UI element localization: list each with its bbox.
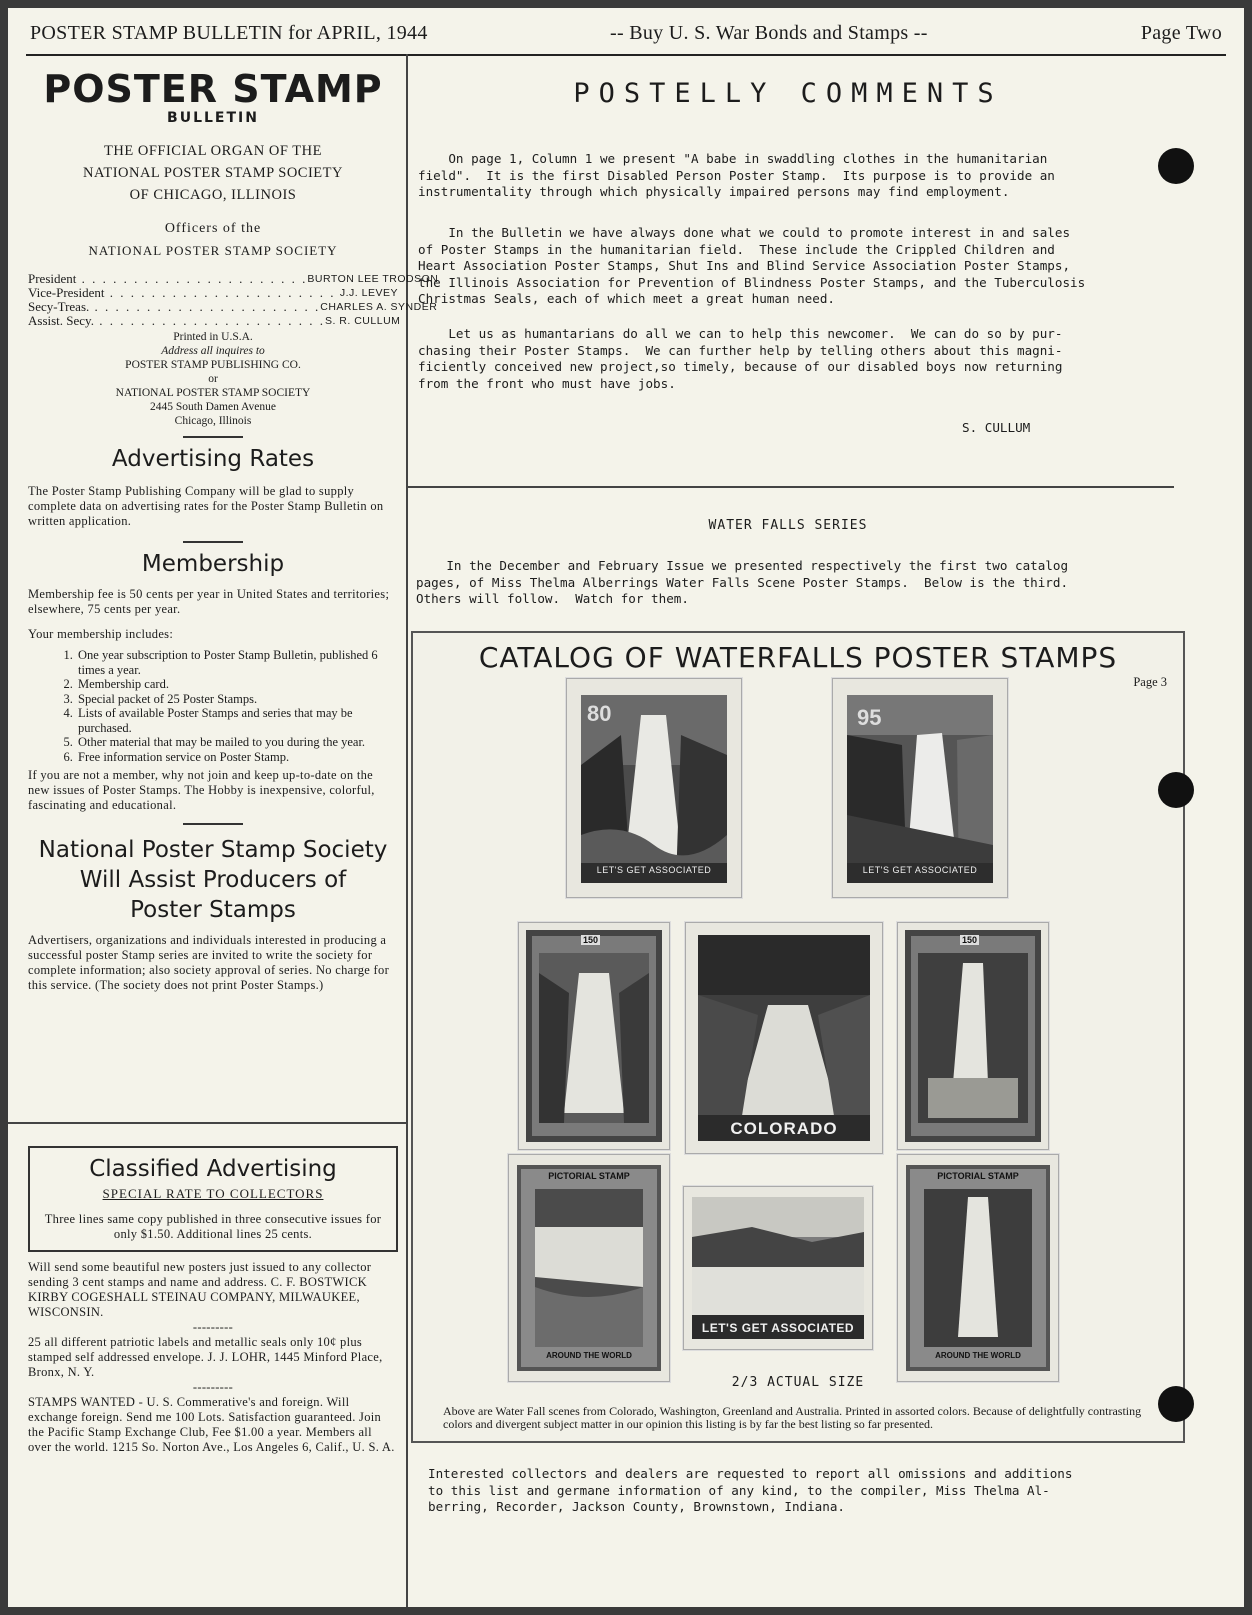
membership-heading: Membership xyxy=(141,551,285,577)
list-item: 3. Special packet of 25 Poster Stamps. xyxy=(76,692,398,707)
stamp-80 xyxy=(566,678,742,898)
officer-row xyxy=(28,313,401,328)
organ-line: OF CHICAGO, ILLINOIS xyxy=(129,187,297,203)
assist-heading-line: National Poster Stamp Society xyxy=(38,837,388,863)
header-page-number: Page Two xyxy=(1140,22,1222,44)
officer-name: BURTON LEE TRODSON xyxy=(307,273,439,285)
left-divider xyxy=(8,1122,406,1124)
masthead-subtitle: BULLETIN xyxy=(167,110,259,126)
officer-title: Assist. Secy. xyxy=(28,313,94,328)
classified-ad: Will send some beautiful new posters just issued to any collector sending 3 cent stamps and name and address. C. F. BOSTWICK KIRBY COGESHALL STEINAU COMPANY, MILWAUKEE, WISCONSIN. xyxy=(28,1260,372,1319)
stamp-banner: PICTORIAL STAMP xyxy=(937,1171,1019,1181)
stamp-denomination: 150 xyxy=(583,935,599,945)
stamp-image xyxy=(908,1167,1048,1369)
assist-heading xyxy=(28,835,398,925)
address-line: 2445 South Damen Avenue xyxy=(150,401,276,413)
dot-leader: . . . . . . . . . . . . . . . . . . . . . . xyxy=(76,271,308,286)
assist-body: Advertisers, organizations and individuals interested in producing a successful poster Stamp series are invited to write the society for complete information; also society approval of series. No charge for this service. (The society does not print Poster Stamps.) xyxy=(28,933,390,992)
page-header xyxy=(30,22,1222,52)
dot-leader: . . . . . . . . . . . . . . . . . . . . . . xyxy=(93,313,325,328)
stamp-image xyxy=(529,933,659,1139)
ad-separator: --------- xyxy=(192,1320,234,1334)
stamp-image xyxy=(519,1167,659,1369)
classified-box xyxy=(28,1146,398,1252)
stamp-banner: LET'S GET ASSOCIATED xyxy=(701,1321,855,1335)
stamp-footer: AROUND THE WORLD xyxy=(546,1351,632,1360)
waterfalls-heading: WATER FALLS SERIES xyxy=(708,518,868,533)
stamp-image xyxy=(908,933,1038,1139)
bulletin-page xyxy=(8,8,1244,1607)
assist-heading-line: Will Assist Producers of xyxy=(79,867,347,893)
catalog-page-number: Page 3 xyxy=(1133,675,1167,689)
officers-list xyxy=(28,271,439,328)
officers-heading-line: Officers of the xyxy=(164,221,262,236)
catalog-caption: Above are Water Fall scenes from Colorado, Washington, Greenland and Australia. Printed in assorted colors. Because of delightfully contrasting colors and divergent subject matter in our opinion this listing is by far the best listing so far presented. xyxy=(443,1404,1142,1431)
membership-fee: Membership fee is 50 cents per year in United States and territories; elsewhere, 75 cents per year. xyxy=(28,587,390,616)
list-item: 2. Membership card. xyxy=(76,677,398,692)
list-item: 4. Lists of available Poster Stamps and series that may be purchased. xyxy=(76,706,398,735)
left-column xyxy=(28,58,439,993)
assist-heading-line: Poster Stamps xyxy=(130,897,296,923)
stamp-pictorial-right xyxy=(897,1154,1059,1382)
official-organ xyxy=(28,140,398,206)
stamp-denomination: 95 xyxy=(857,705,882,730)
postelly-paragraph: On page 1, Column 1 we present "A babe in swaddling clothes in the humanitarian field". It is the first Disabled Person Poster Stamp. Its purpose is to provide an instrumentality through which physically impaired persons may find employment. xyxy=(418,151,1055,199)
officers-heading-line: NATIONAL POSTER STAMP SOCIETY xyxy=(88,243,338,258)
address-line: NATIONAL POSTER STAMP SOCIETY xyxy=(115,387,311,399)
header-rule xyxy=(26,54,1226,56)
stamp-footer: AROUND THE WORLD xyxy=(935,1351,1021,1360)
classified-section xyxy=(28,1136,398,1455)
membership-benefits xyxy=(28,648,398,764)
membership-closing: If you are not a member, why not join and keep up-to-date on the new issues of Poster Stamps. The Hobby is inexpensive, colorful, fascinating and educational. xyxy=(28,768,375,812)
list-item: 1. One year subscription to Poster Stamp Bulletin, published 6 times a year. xyxy=(76,648,398,677)
membership-includes: Your membership includes: xyxy=(28,627,174,641)
waterfalls-intro: In the December and February Issue we presented respectively the first two catalog pages, of Miss Thelma Alberrings Water Falls Scene Poster Stamps. Below is the third. Others will follow. Watch for them. xyxy=(416,558,1069,606)
officer-row xyxy=(28,286,398,300)
dot-leader: . . . . . . . . . . . . . . . . . . . . . . xyxy=(104,285,336,300)
printed-line: Printed in U.S.A. xyxy=(173,331,253,343)
address-block xyxy=(28,330,398,428)
advertising-body: The Poster Stamp Publishing Company will be glad to supply complete data on advertising rates for the Poster Stamp Bulletin on written application. xyxy=(28,484,384,528)
officer-title: Vice-President xyxy=(28,285,105,300)
stamp-pictorial-left xyxy=(508,1154,670,1382)
classified-rate: Three lines same copy published in three consecutive issues for only $1.50. Additional lines 25 cents. xyxy=(44,1212,382,1241)
postelly-heading: POSTELLY COMMENTS xyxy=(573,78,1003,109)
stamp-banner: PICTORIAL STAMP xyxy=(548,1171,630,1181)
punch-hole xyxy=(1158,148,1194,184)
address-line: Address all inquires to xyxy=(161,345,265,357)
officer-name: J.J. LEVEY xyxy=(339,287,398,299)
punch-hole xyxy=(1158,1386,1194,1422)
stamp-colorado xyxy=(685,922,883,1154)
ad-separator: --------- xyxy=(192,1380,234,1394)
column-divider xyxy=(406,54,408,1607)
classified-ad: 25 all different patriotic labels and metallic seals only 10¢ plus stamped self addressed envelope. J. J. LOHR, 1445 Minford Place, Bronx, N. Y. xyxy=(28,1335,383,1379)
classified-ad: STAMPS WANTED - U. S. Commerative's and foreign. Will exchange foreign. Send me 100 Lots. Satisfaction guaranteed. Join the Pacific Stamp Exchange Club, Fee $1.00 a year. Members all over the world. 1215 So. Norton Ave., Los Angeles 6, Calif., U. S. A. xyxy=(28,1395,395,1454)
dot-leader: . . . . . . . . . . . . . . . . . . . . . . xyxy=(89,299,321,314)
postelly-paragraph: In the Bulletin we have always done what we could to promote interest in and sales of Poster Stamps in the humanitarian field. These include the Crippled Children and Heart Association Poster Stamps, Shut Ins and Blind Service Association Poster Stamps, the Illinois Association for Prevention of Blindness Poster Stamps, and the Tuberculosis Christmas Seals, each of which meet a great human need. xyxy=(418,225,1086,306)
classified-subheading: SPECIAL RATE TO COLLECTORS xyxy=(102,1186,324,1201)
classified-heading: Classified Advertising xyxy=(89,1156,337,1182)
section-rule xyxy=(183,541,243,543)
stamp-image xyxy=(698,935,870,1141)
section-rule xyxy=(183,436,243,438)
list-item: 6. Free information service on Poster Stamp. xyxy=(76,750,398,765)
stamp-150-right xyxy=(897,922,1049,1150)
organ-line: THE OFFICIAL ORGAN OF THE xyxy=(104,143,322,159)
address-line: or xyxy=(208,373,218,385)
officer-title: President xyxy=(28,271,77,286)
stamp-banner: LET'S GET ASSOCIATED xyxy=(862,865,978,875)
catalog-title: CATALOG OF WATERFALLS POSTER STAMPS xyxy=(478,641,1118,674)
masthead-title: POSTER STAMP xyxy=(43,67,383,111)
stamp-150-left xyxy=(518,922,670,1150)
size-note: 2/3 ACTUAL SIZE xyxy=(731,1375,865,1390)
stamp-banner: LET'S GET ASSOCIATED xyxy=(596,865,712,875)
officer-name: CHARLES A. SYNDER xyxy=(320,301,438,313)
officers-heading xyxy=(28,218,398,262)
stamp-associated xyxy=(683,1186,873,1350)
address-line: Chicago, Illinois xyxy=(174,415,252,427)
officer-name: S. R. CULLUM xyxy=(324,315,401,327)
officer-row xyxy=(28,299,438,314)
list-item: 5. Other material that may be mailed to you during the year. xyxy=(76,735,398,750)
advertising-heading: Advertising Rates xyxy=(111,446,315,472)
organ-line: NATIONAL POSTER STAMP SOCIETY xyxy=(83,165,343,181)
postelly-paragraph: Let us as humantarians do all we can to help this newcomer. We can do so by pur- chasing their Poster Stamps. We can further help by telling others about this magni- ficiently conceived new project,so timely, because of our disabled boys now returning from the front who must have jobs. xyxy=(418,326,1063,391)
stamp-denomination: 150 xyxy=(962,935,978,945)
section-rule xyxy=(183,823,243,825)
footer-note: Interested collectors and dealers are requested to report all omissions and additions to this list and germane information of any kind, to the compiler, Miss Thelma Al- berring, Recorder, Jackson County, Brownstown, Indiana. xyxy=(428,1466,1073,1514)
stamp-image xyxy=(692,1197,864,1339)
officer-title: Secy-Treas. xyxy=(28,299,90,314)
stamp-banner: COLORADO xyxy=(730,1119,838,1138)
catalog-panel xyxy=(411,631,1185,1443)
header-title: POSTER STAMP BULLETIN for APRIL, 1944 xyxy=(30,22,428,44)
postelly-signature: S. CULLUM xyxy=(962,420,1031,435)
stamp-95 xyxy=(832,678,1008,898)
stamp-denomination: 80 xyxy=(587,701,612,726)
punch-hole xyxy=(1158,772,1194,808)
address-line: POSTER STAMP PUBLISHING CO. xyxy=(125,359,301,371)
header-slogan: -- Buy U. S. War Bonds and Stamps -- xyxy=(610,22,928,44)
right-divider xyxy=(406,486,1174,488)
officer-row xyxy=(28,271,439,286)
